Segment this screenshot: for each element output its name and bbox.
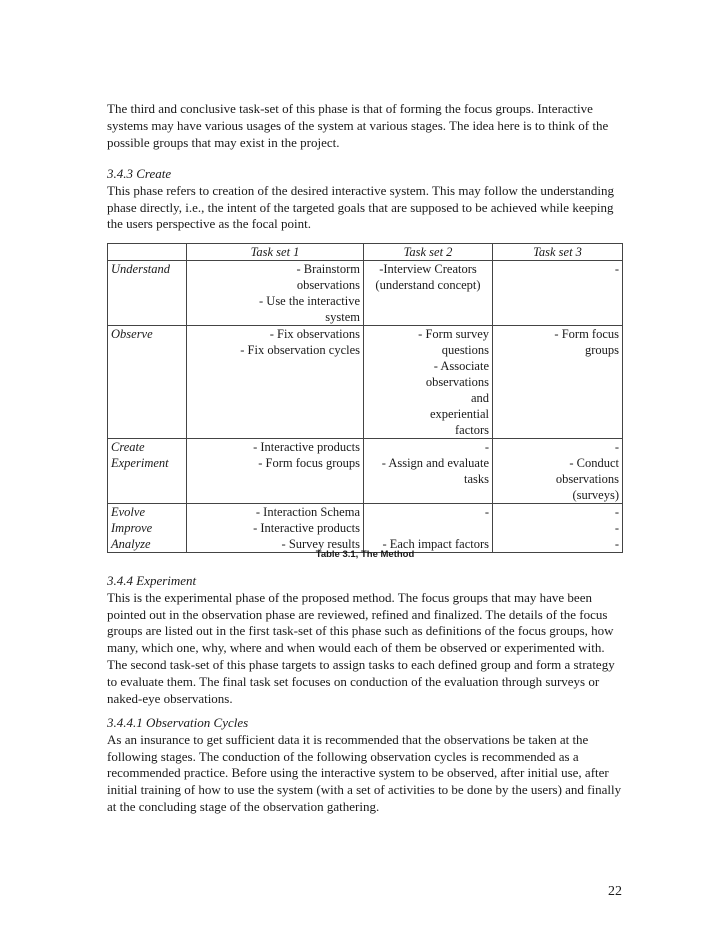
cell-task-set-1: - Interactive products	[187, 439, 364, 456]
header-task-set-2: Task set 2	[364, 244, 493, 261]
cell-task-set-3: -	[493, 520, 623, 536]
header-empty	[108, 244, 187, 261]
table-row-experiment	[108, 455, 623, 504]
cell-task-set-2: -Interview Creators (understand concept)	[364, 261, 493, 326]
table-caption: Table 3.1, The Method	[315, 549, 415, 560]
cell-task-set-3: - Conduct observations (surveys)	[493, 455, 623, 504]
section-experiment-heading: 3.4.4 Experiment	[107, 573, 197, 588]
row-label: Understand	[108, 261, 187, 326]
table-row-create	[108, 439, 623, 456]
cell-task-set-2: - Assign and evaluate tasks	[364, 455, 493, 504]
header-task-set-3: Task set 3	[493, 244, 623, 261]
cell-task-set-2: - Form survey questions - Associate observations and experiential factors	[364, 326, 493, 439]
cell-task-set-3: -	[493, 504, 623, 521]
table-row-understand	[108, 261, 623, 326]
cell-task-set-2	[364, 520, 493, 536]
cell-task-set-2: - Each impact factors	[364, 536, 493, 553]
section-observation-cycles	[107, 715, 625, 816]
header-task-set-1: Task set 1	[187, 244, 364, 261]
cell-task-set-1: - Brainstorm observations - Use the interactive system	[187, 261, 364, 326]
cell-task-set-1: - Interaction Schema	[187, 504, 364, 521]
cell-task-set-1: - Survey results	[187, 536, 364, 553]
table-row-improve	[108, 520, 623, 536]
table-row-evolve	[108, 504, 623, 521]
section-create	[107, 166, 625, 233]
cell-task-set-2: -	[364, 439, 493, 456]
cell-task-set-3: -	[493, 536, 623, 553]
cell-task-set-2: -	[364, 504, 493, 521]
section-experiment-body: This is the experimental phase of the proposed method. The focus groups that may have been pointed out in the observation phase are reviewed, refined and finalized. The details of the focus groups are listed out in the first task-set of this phase such as definitions of the focus groups, how many, which one, why, where and when would each of them be observed or experimented with. The second task-set of this phase targets to assign tasks to each defined group and form a strategy to evaluate them. The final task set focuses on conduction of the evaluation through surveys or naked-eye observations.	[107, 589, 615, 706]
cell-task-set-3: -	[493, 261, 623, 326]
cell-task-set-1: - Interactive products	[187, 520, 364, 536]
section-experiment	[107, 573, 625, 707]
cell-task-set-3: -	[493, 439, 623, 456]
section-observation-cycles-heading: 3.4.4.1 Observation Cycles	[107, 715, 249, 730]
cell-task-set-1: - Fix observations - Fix observation cycles	[187, 326, 364, 439]
section-observation-cycles-body: As an insurance to get sufficient data it is recommended that the observations be taken at the following stages. The conduction of the following observation cycles is recommended as a recommended practice. Before using the interactive system to be observed, after initial use, after initial training of how to use the system (with a set of activities to be done by the users) and finally at the concluding stage of the observation gathering.	[107, 731, 622, 814]
page-number: 22	[608, 884, 622, 899]
row-label: Experiment	[108, 455, 187, 504]
row-label: Observe	[108, 326, 187, 439]
table-row-observe	[108, 326, 623, 439]
row-label: Evolve	[108, 504, 187, 521]
row-label: Create	[108, 439, 187, 456]
table-header-row	[108, 244, 623, 261]
cell-task-set-1: - Form focus groups	[187, 455, 364, 504]
method-table	[107, 243, 623, 553]
row-label: Analyze	[108, 536, 187, 553]
row-label: Improve	[108, 520, 187, 536]
section-create-body: This phase refers to creation of the desired interactive system. This may follow the understanding phase directly, i.e., the intent of the targeted goals that are supposed to be achieved while keeping the users perspective as the focal point.	[107, 182, 614, 232]
cell-task-set-3: - Form focus groups	[493, 326, 623, 439]
section-create-heading: 3.4.3 Create	[107, 166, 172, 181]
intro-paragraph: The third and conclusive task-set of this phase is that of forming the focus groups. Interactive systems may have various usages of the system at various stages. The idea here is to think of the possible groups that may exist in the project.	[107, 101, 609, 150]
